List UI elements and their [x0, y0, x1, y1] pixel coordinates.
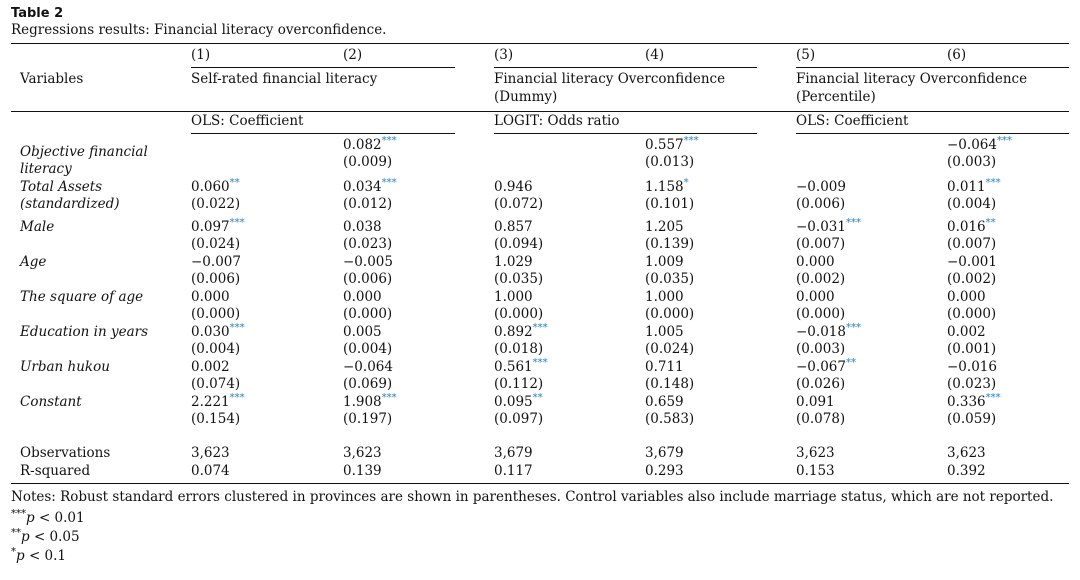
- standard-error-cell: (0.000): [494, 306, 544, 322]
- standard-error-cell: (0.000): [191, 306, 241, 322]
- coefficient-cell: [191, 254, 241, 271]
- significance-stars: **: [532, 392, 543, 404]
- significance-stars: ***: [229, 392, 245, 404]
- method-header: LOGIT: Odds ratio: [494, 113, 620, 129]
- variable-label-line2: literacy: [20, 161, 72, 177]
- column-number: (5): [796, 47, 816, 63]
- standard-error-cell: (0.035): [645, 271, 695, 287]
- coefficient-cell: [191, 179, 240, 196]
- coefficient-value: 0.000: [191, 289, 230, 305]
- standard-error-cell: (0.023): [343, 236, 393, 252]
- significance-stars: ***: [996, 135, 1012, 147]
- standard-error-cell: (0.009): [343, 154, 393, 170]
- significance-note: [11, 510, 85, 527]
- method-header: OLS: Coefficient: [796, 113, 909, 129]
- coefficient-value: 0.095: [494, 394, 533, 410]
- column-number: (2): [343, 47, 363, 63]
- coefficient-value: 0.857: [494, 219, 533, 235]
- coefficient-value: 0.000: [947, 289, 986, 305]
- significance-stars: ***: [985, 392, 1001, 404]
- coefficient-value: −0.016: [947, 359, 997, 375]
- coefficient-cell: [947, 394, 1001, 411]
- coefficient-cell: [645, 359, 684, 376]
- significance-stars: **: [229, 177, 240, 189]
- standard-error-cell: (0.097): [494, 411, 544, 427]
- table-bottom-rule: [11, 483, 1069, 484]
- variable-label: The square of age: [20, 289, 144, 305]
- standard-error-cell: (0.013): [645, 154, 695, 170]
- note-p: p: [21, 529, 30, 545]
- stat-value: 3,679: [494, 445, 533, 461]
- coefficient-cell: [191, 394, 245, 411]
- standard-error-cell: (0.018): [494, 341, 544, 357]
- standard-error-cell: (0.006): [191, 271, 241, 287]
- variable-label-line2: (standardized): [20, 196, 120, 212]
- standard-error-cell: (0.197): [343, 411, 393, 427]
- coefficient-cell: [796, 394, 835, 411]
- coefficient-cell: [343, 394, 397, 411]
- coefficient-cell: [947, 289, 986, 306]
- table-caption: Regressions results: Financial literacy overconfidence.: [11, 22, 387, 38]
- coefficient-value: −0.031: [796, 219, 846, 235]
- significance-stars: ***: [381, 392, 397, 404]
- coefficient-cell: [796, 254, 835, 271]
- method-rule-1: [191, 133, 455, 134]
- coefficient-cell: [343, 254, 393, 271]
- coefficient-cell: [343, 179, 397, 196]
- significance-stars: ***: [532, 322, 548, 334]
- column-number: (6): [947, 47, 967, 63]
- coefficient-cell: [796, 324, 861, 341]
- coefficient-cell: [343, 219, 382, 236]
- coefficient-value: 0.011: [947, 179, 986, 195]
- significance-stars: ***: [845, 322, 861, 334]
- standard-error-cell: (0.000): [947, 306, 997, 322]
- coefficient-value: 0.060: [191, 179, 230, 195]
- coefficient-value: 1.205: [645, 219, 684, 235]
- coefficient-cell: [191, 219, 245, 236]
- coefficient-cell: [494, 254, 533, 271]
- variables-header: Variables: [20, 71, 84, 87]
- variable-label: Age: [20, 254, 47, 270]
- coefficient-value: 0.082: [343, 137, 382, 153]
- standard-error-cell: (0.094): [494, 236, 544, 252]
- standard-error-cell: (0.000): [645, 306, 695, 322]
- standard-error-cell: (0.002): [796, 271, 846, 287]
- table-notes: Notes: Robust standard errors clustered in provinces are shown in parentheses. Control variables also include marriage status, which are not reported.: [11, 489, 1054, 505]
- note-p: p: [26, 510, 35, 526]
- coefficient-cell: [343, 324, 382, 341]
- stat-value: 3,679: [645, 445, 684, 461]
- group-rule-2: [494, 67, 757, 68]
- coefficient-cell: [796, 219, 861, 236]
- standard-error-cell: (0.101): [645, 196, 695, 212]
- group-rule-1: [191, 67, 455, 68]
- coefficient-value: 0.034: [343, 179, 382, 195]
- coefficient-value: 1.000: [645, 289, 684, 305]
- table-top-rule: [11, 43, 1069, 44]
- coefficient-value: 0.038: [343, 219, 382, 235]
- standard-error-cell: (0.022): [191, 196, 241, 212]
- coefficient-cell: [947, 137, 1012, 154]
- note-stars: *: [11, 546, 16, 558]
- group-rule-3: [796, 67, 1069, 68]
- coefficient-value: 0.946: [494, 179, 533, 195]
- header-rule: [11, 111, 1069, 112]
- coefficient-value: −0.009: [796, 179, 846, 195]
- standard-error-cell: (0.004): [947, 196, 997, 212]
- significance-stars: ***: [381, 177, 397, 189]
- coefficient-cell: [343, 289, 382, 306]
- standard-error-cell: (0.003): [947, 154, 997, 170]
- coefficient-value: 0.030: [191, 324, 230, 340]
- coefficient-cell: [796, 359, 856, 376]
- standard-error-cell: (0.059): [947, 411, 997, 427]
- stat-value: 0.139: [343, 463, 382, 479]
- coefficient-cell: [645, 254, 684, 271]
- standard-error-cell: (0.112): [494, 376, 544, 392]
- standard-error-cell: (0.012): [343, 196, 393, 212]
- standard-error-cell: (0.583): [645, 411, 695, 427]
- standard-error-cell: (0.024): [645, 341, 695, 357]
- stat-value: 0.074: [191, 463, 230, 479]
- standard-error-cell: (0.003): [796, 341, 846, 357]
- coefficient-cell: [494, 394, 543, 411]
- significance-stars: ***: [381, 135, 397, 147]
- significance-stars: ***: [985, 177, 1001, 189]
- coefficient-value: 0.336: [947, 394, 986, 410]
- note-stars: **: [11, 527, 21, 539]
- coefficient-value: 0.097: [191, 219, 230, 235]
- stat-value: 0.153: [796, 463, 835, 479]
- coefficient-value: −0.064: [947, 137, 997, 153]
- variable-label: Constant: [20, 394, 82, 410]
- standard-error-cell: (0.007): [947, 236, 997, 252]
- table-container: [11, 6, 1069, 42]
- coefficient-cell: [947, 254, 997, 271]
- coefficient-value: 0.557: [645, 137, 684, 153]
- coefficient-value: 0.659: [645, 394, 684, 410]
- standard-error-cell: (0.074): [191, 376, 241, 392]
- coefficient-value: 0.000: [796, 254, 835, 270]
- stat-value: 3,623: [796, 445, 835, 461]
- stat-value: 3,623: [191, 445, 230, 461]
- coefficient-cell: [645, 179, 689, 196]
- coefficient-value: −0.001: [947, 254, 997, 270]
- coefficient-cell: [494, 359, 548, 376]
- significance-stars: ***: [683, 135, 699, 147]
- method-rule-2: [494, 133, 757, 134]
- significance-stars: ***: [229, 217, 245, 229]
- standard-error-cell: (0.000): [796, 306, 846, 322]
- coefficient-value: 2.221: [191, 394, 230, 410]
- coefficient-value: 1.005: [645, 324, 684, 340]
- coefficient-value: 0.002: [947, 324, 986, 340]
- coefficient-cell: [191, 324, 245, 341]
- stat-value: 0.293: [645, 463, 684, 479]
- coefficient-cell: [343, 137, 397, 154]
- note-threshold: < 0.05: [29, 529, 80, 545]
- standard-error-cell: (0.004): [191, 341, 241, 357]
- group-header: Self-rated financial literacy: [191, 71, 378, 87]
- standard-error-cell: (0.072): [494, 196, 544, 212]
- coefficient-value: 1.908: [343, 394, 382, 410]
- variable-label: Urban hukou: [20, 359, 110, 375]
- standard-error-cell: (0.078): [796, 411, 846, 427]
- coefficient-cell: [494, 324, 548, 341]
- coefficient-value: 0.711: [645, 359, 684, 375]
- coefficient-cell: [645, 394, 684, 411]
- coefficient-value: 0.002: [191, 359, 230, 375]
- coefficient-cell: [645, 289, 684, 306]
- variable-label: Education in years: [20, 324, 149, 340]
- coefficient-value: 0.091: [796, 394, 835, 410]
- coefficient-value: 1.029: [494, 254, 533, 270]
- stat-value: 0.392: [947, 463, 986, 479]
- coefficient-value: −0.007: [191, 254, 241, 270]
- method-header: OLS: Coefficient: [191, 113, 304, 129]
- stat-label: R-squared: [20, 463, 91, 479]
- standard-error-cell: (0.000): [343, 306, 393, 322]
- variable-label: Male: [20, 219, 55, 235]
- group-header-sub: (Percentile): [796, 89, 876, 105]
- significance-note: [11, 529, 80, 546]
- significance-stars: **: [845, 357, 856, 369]
- coefficient-value: −0.064: [343, 359, 393, 375]
- standard-error-cell: (0.001): [947, 341, 997, 357]
- column-number: (1): [191, 47, 211, 63]
- group-header: Financial literacy Overconfidence: [494, 71, 726, 87]
- group-header: Financial literacy Overconfidence: [796, 71, 1028, 87]
- stat-label: Observations: [20, 445, 111, 461]
- standard-error-cell: (0.023): [947, 376, 997, 392]
- standard-error-cell: (0.139): [645, 236, 695, 252]
- coefficient-cell: [645, 219, 684, 236]
- coefficient-value: 0.005: [343, 324, 382, 340]
- coefficient-cell: [796, 179, 846, 196]
- coefficient-value: 1.009: [645, 254, 684, 270]
- coefficient-cell: [191, 359, 230, 376]
- method-rule-3: [796, 133, 1069, 134]
- coefficient-value: 1.000: [494, 289, 533, 305]
- stat-value: 3,623: [947, 445, 986, 461]
- coefficient-cell: [947, 324, 986, 341]
- standard-error-cell: (0.024): [191, 236, 241, 252]
- group-header-sub: (Dummy): [494, 89, 558, 105]
- coefficient-value: 0.000: [343, 289, 382, 305]
- significance-stars: *: [683, 177, 689, 189]
- standard-error-cell: (0.004): [343, 341, 393, 357]
- coefficient-cell: [494, 289, 533, 306]
- significance-stars: **: [985, 217, 996, 229]
- significance-stars: ***: [845, 217, 861, 229]
- note-threshold: < 0.1: [24, 548, 67, 564]
- standard-error-cell: (0.148): [645, 376, 695, 392]
- standard-error-cell: (0.069): [343, 376, 393, 392]
- coefficient-value: 1.158: [645, 179, 684, 195]
- stat-value: 3,623: [343, 445, 382, 461]
- coefficient-cell: [494, 179, 533, 196]
- standard-error-cell: (0.006): [343, 271, 393, 287]
- note-stars: ***: [11, 508, 26, 520]
- coefficient-cell: [191, 289, 230, 306]
- coefficient-value: −0.005: [343, 254, 393, 270]
- coefficient-cell: [645, 137, 699, 154]
- coefficient-value: 0.016: [947, 219, 986, 235]
- note-threshold: < 0.01: [34, 510, 85, 526]
- coefficient-value: 0.000: [796, 289, 835, 305]
- coefficient-value: −0.067: [796, 359, 846, 375]
- column-number: (3): [494, 47, 514, 63]
- variable-label: Objective financial: [20, 144, 148, 160]
- standard-error-cell: (0.006): [796, 196, 846, 212]
- standard-error-cell: (0.026): [796, 376, 846, 392]
- coefficient-value: 0.892: [494, 324, 533, 340]
- significance-stars: ***: [532, 357, 548, 369]
- coefficient-cell: [796, 289, 835, 306]
- significance-note: [11, 548, 66, 565]
- coefficient-cell: [947, 359, 997, 376]
- coefficient-cell: [947, 179, 1001, 196]
- table-title: Table 2: [11, 6, 64, 21]
- coefficient-value: −0.018: [796, 324, 846, 340]
- standard-error-cell: (0.002): [947, 271, 997, 287]
- stat-value: 0.117: [494, 463, 533, 479]
- coefficient-value: 0.561: [494, 359, 533, 375]
- note-p: p: [16, 548, 25, 564]
- coefficient-cell: [343, 359, 393, 376]
- standard-error-cell: (0.154): [191, 411, 241, 427]
- standard-error-cell: (0.007): [796, 236, 846, 252]
- coefficient-cell: [494, 219, 533, 236]
- standard-error-cell: (0.035): [494, 271, 544, 287]
- variable-label: Total Assets: [20, 179, 103, 195]
- column-number: (4): [645, 47, 665, 63]
- coefficient-cell: [947, 219, 996, 236]
- significance-stars: ***: [229, 322, 245, 334]
- coefficient-cell: [645, 324, 684, 341]
